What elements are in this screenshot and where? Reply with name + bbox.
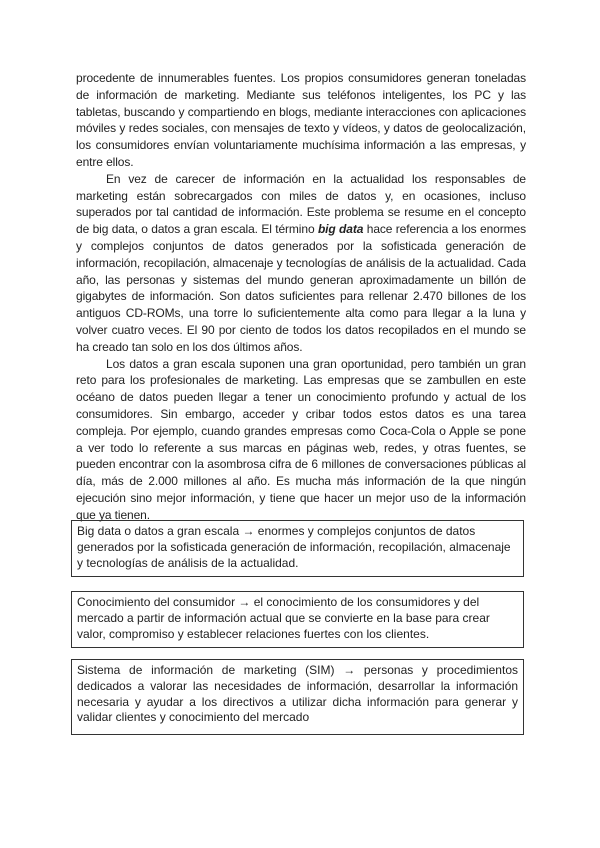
- paragraph-1: procedente de innumerables fuentes. Los propios consumidores generan toneladas de información de marketing. Mediante sus teléfonos inteligentes, los PC y las tabletas, buscando y compartiendo en blogs, mediante interacciones con aplicaciones móviles y redes sociales, con mensajes de texto y vídeos, y datos de geolocalización, los consumidores envían voluntariamente muchísima información a las empresas, y entre ellos.: [76, 71, 526, 169]
- paragraph-2-intro: En vez de carecer de información en la actualidad los responsables de marketing están sobrecargados con miles de datos y, en ocasiones, incluso superados por tal cantidad de información. Este problema se resume en el concepto de big data, o datos a gran escala. El término: [76, 171, 526, 237]
- paragraph-2: [76, 171, 526, 356]
- body-text: [76, 70, 526, 524]
- definition-box-big-data: Big data o datos a gran escala → enormes y complejos conjuntos de datos generados por la sofisticada generación de información, recopilación, almacenaje y tecnologías de análisis de la actualidad.: [71, 520, 524, 577]
- term-big-data: big data: [317, 222, 364, 237]
- definition-box-consumer-insight: Conocimiento del consumidor → el conocimiento de los consumidores y del mercado a partir de información actual que se convierte en la base para crear valor, compromiso y establecer relaciones fuertes con los clientes.: [71, 591, 524, 648]
- paragraph-3: Los datos a gran escala suponen una gran oportunidad, pero también un gran reto para los profesionales de marketing. Las empresas que se zambullen en este océano de datos pueden llegar a tener un conocimiento profundo y actual de los consumidores. Sin embargo, acceder y cribar todos estos datos es una tarea compleja. Por ejemplo, cuando grandes empresas como Coca-Cola o Apple se pone a ver todo lo referente a sus marcas en páginas web, redes, y otras fuentes, se pueden encontrar con la asombrosa cifra de 6 millones de conversaciones públicas al día, más de 2.000 millones al año. Es mucha más información de la que ningún ejecución sino mejor información, y tiene que hacer un mejor uso de la información que ya tienen.: [76, 356, 526, 522]
- definition-box-sim: Sistema de información de marketing (SIM) → personas y procedimientos dedicados a valorar las necesidades de información, desarrollar la información necesaria y ayudar a los directivos a utilizar dicha información para generar y validar clientes y conocimiento del mercado: [71, 659, 524, 735]
- paragraph-2-rest: hace referencia a los enormes y complejos conjuntos de datos generados por la sofisticada generación de información, recopilación, almacenaje y tecnologías de análisis de la actualidad. Cada año, las personas y sistemas del mundo generan aproximadamente un billón de gigabytes de información. Son datos suficientes para rellenar 2.470 billones de los antiguos CD-ROMs, una torre lo suficientemente alta como para llegar a la luna y volver cuatro veces. El 90 por ciento de todos los datos recopilados en el mundo se ha creado tan solo en los dos últimos años.: [76, 222, 526, 354]
